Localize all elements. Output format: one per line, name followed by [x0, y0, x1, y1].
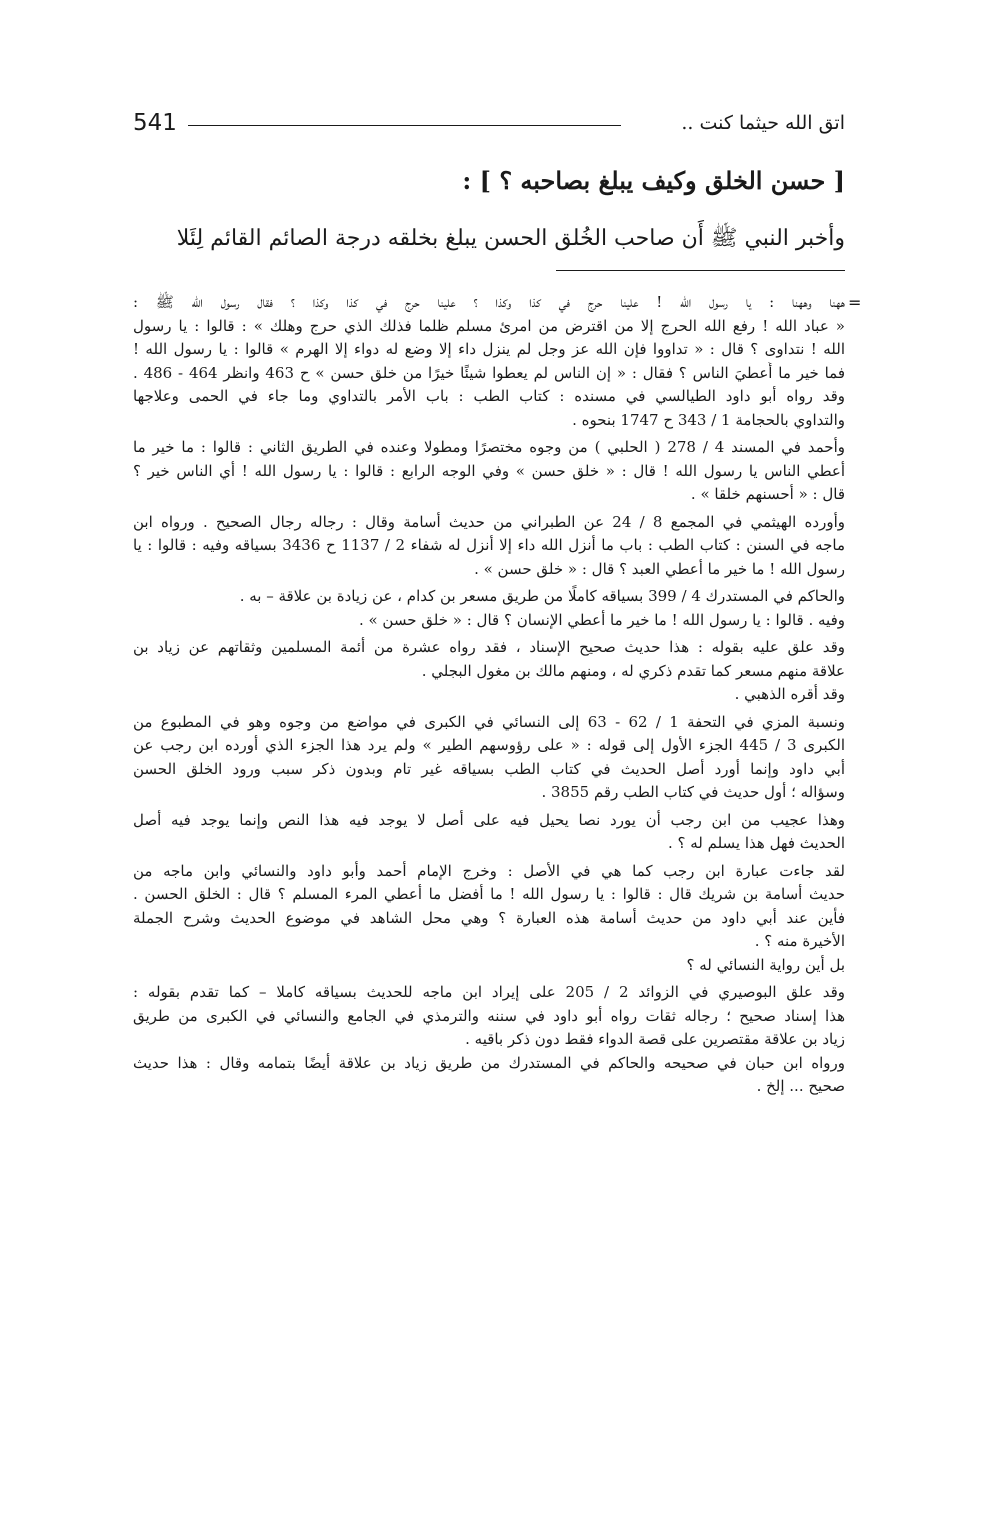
footnote-line: وقد أقره الذهبي .	[734, 685, 845, 703]
footnote-line: ونسبة المزي في التحفة 1 / 62 - 63 إلى النسائي في الكبرى في مواضع من وجوه وهو في المطبوع من	[133, 712, 845, 731]
footnote-line: أعطي الناس يا رسول الله ! قال : « خلق حسن » وفي الوجه الرابع : قالوا : يا رسول الله ! أي الناس خير ؟	[133, 461, 845, 480]
page-number: 541	[133, 110, 177, 136]
footnote-line: حديث أسامة بن شريك قال : قالوا : يا رسول الله ! ما أفضل ما أعطي المرء المسلم ؟ قال : الخلق الحسن .	[133, 885, 845, 903]
footnote-line: الله ! نتداوى ؟ قال : « تداووا فإن الله عز وجل لم ينزل داء إلا وضع له دواء إلا الهرم » قالوا : يا رسول الله !	[133, 340, 845, 358]
footnote-line: زياد بن علاقة مقتصرين على قصة الدواء فقط دون ذكر باقيه .	[465, 1030, 845, 1048]
footnote-line: قال : « أحسنهم خلقا » .	[690, 485, 845, 503]
footnote-line: بل أين رواية النسائي له ؟	[686, 955, 845, 974]
footnote-line: وأحمد في المسند 4 / 278 ( الحلبي ) من وجوه مختصرًا ومطولا وعنده في الطريق الثاني : قالوا : ما خير ما	[133, 438, 845, 456]
header-rule	[188, 125, 621, 126]
footnote-line: وسؤاله ؛ أول حديث في كتاب الطب رقم 3855 .	[541, 783, 845, 801]
footnote-line: وهذا عجيب من ابن رجب أن يورد نصا يحيل فيه على أصل لا يوجد فيه هذا النص وإنما يوجد فيه أصل	[133, 810, 845, 829]
footnote-line: وقد علق عليه بقوله : هذا حديث صحيح الإسناد ، فقد رواه عشرة من أئمة المسلمين وثقاتهم عن زياد بن	[133, 638, 845, 656]
footnote-line: وأورده الهيثمي في المجمع 8 / 24 عن الطبراني من حديث أسامة وقال : رجاله رجال الصحيح . ورواه ابن	[133, 512, 845, 531]
page-header	[133, 108, 845, 144]
footnote-line: فما خير ما أُعطيَ الناس ؟ فقال : « إن الناس لم يعطوا شيئًا خيرًا من خلق حسن » ح 463 وانظر 464 - 486 .	[133, 363, 845, 382]
footnotes	[133, 291, 845, 1099]
footnote-line: أبي داود وإنما أورد أصل الحديث في كتاب الطب بسياقه غير تام وبدون ذكر سبب ورود الخلق الحسن	[133, 759, 845, 778]
footnote-continuation-mark: =	[848, 293, 862, 312]
main-text: وأخبر النبي ﷺ أَن صاحب الخُلق الحسن يبلغ بخلقه درجة الصائم القائم لِئَلا	[176, 226, 845, 251]
footnote-line: فأين عند أبي داود من حديث أسامة هذه العبارة ؟ وهي محل الشاهد في موضوع الحديث وشرح الجملة	[133, 908, 845, 927]
footnote-line: وقد علق البوصيري في الزوائد 2 / 205 على إيراد ابن ماجه للحديث بسياقه كاملا – كما تقدم بقوله :	[133, 983, 845, 1001]
footnote-line: ماجه في السنن : كتاب الطب : باب ما أنزل الله داء إلا أنزل له شفاء 2 / 1137 ح 3436 بسياقه وفيه : قالوا : يا	[133, 536, 845, 554]
footnote-line: علاقة منهم مسعر كما تقدم ذكري له ، ومنهم مالك بن مغول البجلي .	[421, 661, 845, 680]
footnote-line: وفيه . قالوا : يا رسول الله ! ما خير ما أعطي الإنسان ؟ قال : « خلق حسن » .	[358, 610, 845, 629]
footnote-line: وقد رواه أبو داود الطيالسي في مسنده : كتاب الطب : باب الأمر بالتداوي وما جاء في الحمى وعلاجها	[133, 387, 845, 405]
footnote-line: رسول الله ! ما خير ما أعطي العبد ؟ قال : « خلق حسن » .	[474, 559, 845, 578]
footnote-separator	[556, 270, 845, 271]
footnote-line: والتداوي بالحجامة 1 / 343 ح 1747 بنحوه .	[572, 410, 845, 429]
footnote-line: ورواه ابن حبان في صحيحه والحاكم في المستدرك من طريق زياد بن علاقة أيضًا بتمامه وقال : هذا حديث	[133, 1053, 845, 1072]
footnote-line: « عباد الله ! رفع الله الحرج إلا من اقترض من امرئ مسلم ظلما فذلك الذي حرج وهلك » : قالوا : يا رسول	[133, 316, 845, 335]
footnote-line: هذا إسناد صحيح ؛ رجاله ثقات رواه أبو داود في سننه والترمذي في الجامع والنسائي في الكبرى من طريق	[133, 1006, 845, 1025]
footnote-line: صحيح ... إلخ .	[756, 1077, 845, 1095]
footnote-line: الحديث فهل هذا يسلم له ؟ .	[667, 834, 845, 852]
footnote-line: الأخيرة منه ؟ .	[754, 932, 845, 950]
footnote-line: ههنا وههنا : يا رسول الله ! علينا حرج في كذا وكذا ؟ علينا حرج في كذا وكذا ؟ فقال رسول الله ﷺ :	[133, 293, 845, 311]
running-title: اتق الله حيثما كنت ..	[681, 112, 845, 134]
section-heading: [ حسن الخلق وكيف يبلغ بصاحبه ؟ ] :	[462, 166, 845, 195]
footnote-line: الكبرى 3 / 445 الجزء الأول إلى قوله : « على رؤوسهم الطير » ولم يرد هذا الجزء الذي أورده ابن رجب عن	[133, 736, 845, 754]
footnote-line: والحاكم في المستدرك 4 / 399 بسياقه كاملًا من طريق مسعر بن كدام ، عن زيادة بن علاقة – به .	[239, 587, 845, 605]
footnote-line: لقد جاءت عبارة ابن رجب كما هي في الأصل : وخرج الإمام أحمد وأبو داود والنسائي وابن ماجه من	[133, 861, 845, 880]
